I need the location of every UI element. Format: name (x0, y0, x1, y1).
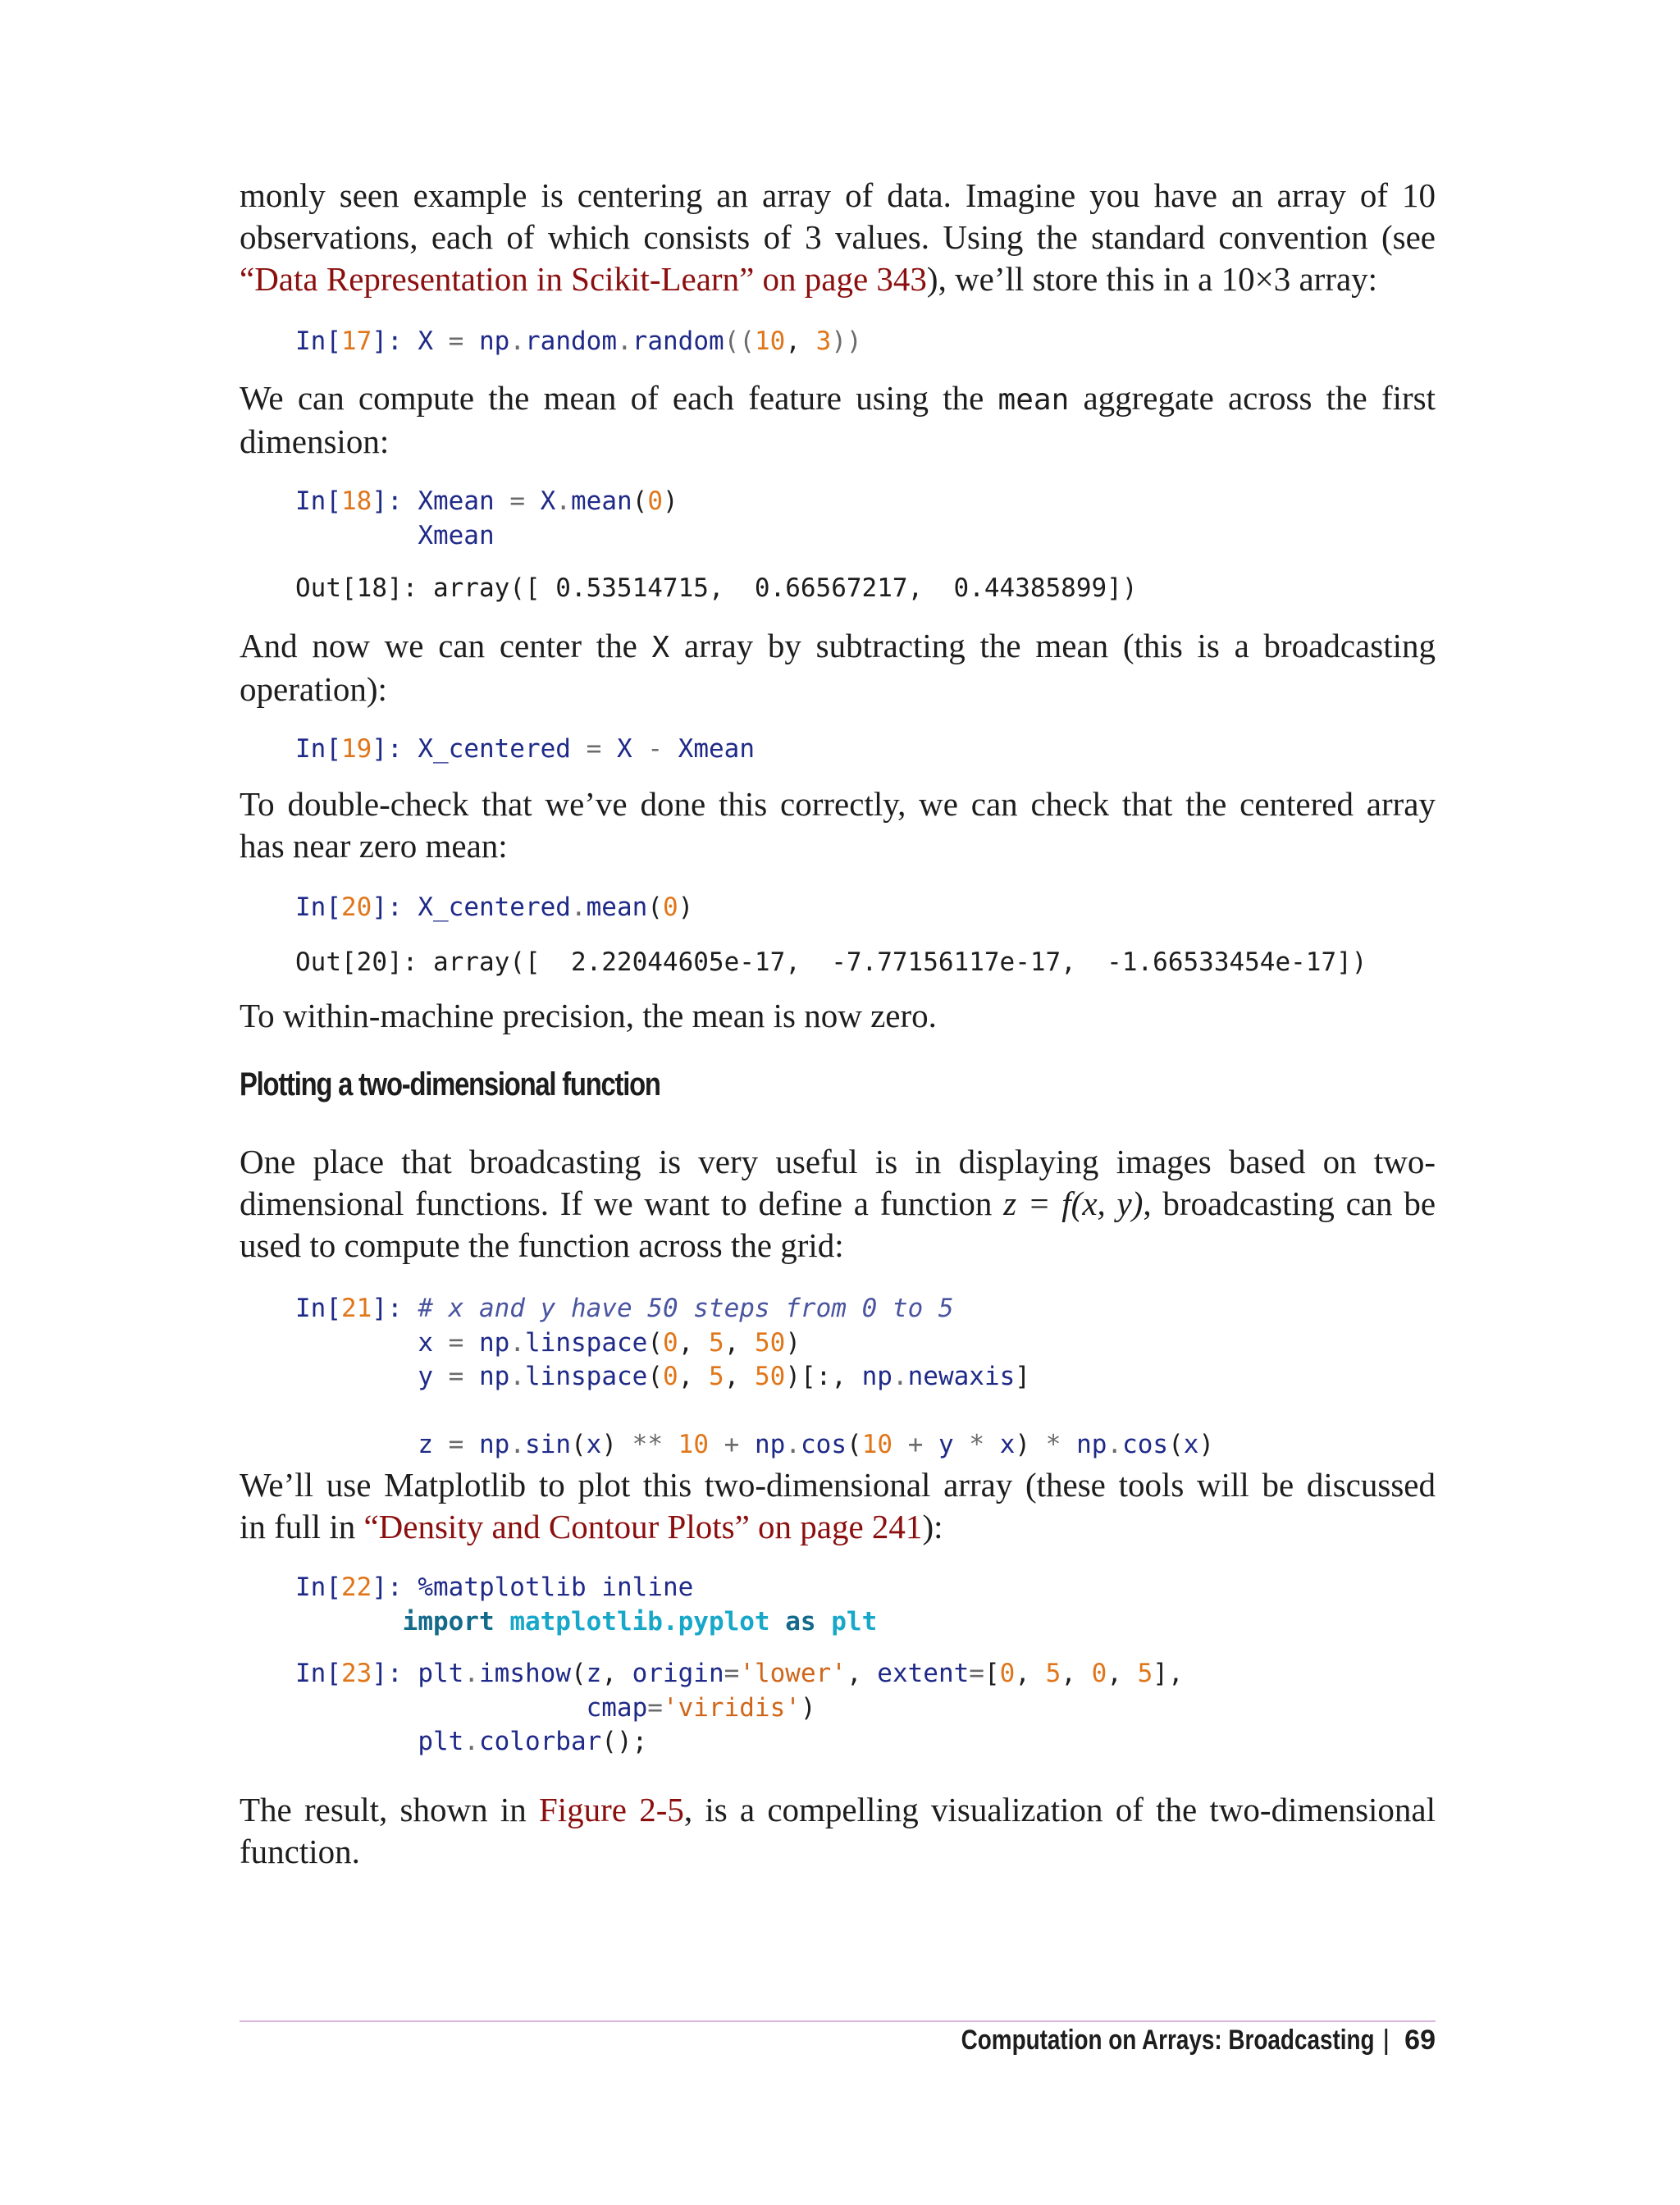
text-line: To within-machine precision, the mean is now zero. (240, 997, 937, 1034)
inline-code: mean (998, 383, 1070, 417)
text-line: has near zero mean: (240, 827, 508, 865)
text-fragment: in full in (240, 1508, 356, 1545)
code-cell-23: In[23]: plt.imshow(z, origin='lower', extent=[0, 5, 0, 5], cmap='viridis') plt.colorbar(); (295, 1659, 1184, 1756)
text-fragment: , is a compelling visualization of the two-dimensional (683, 1791, 1436, 1828)
code-cell-18: In[18]: Xmean = X.mean(0) Xmean (295, 486, 678, 550)
text-line (240, 1789, 1436, 1831)
text-line (240, 1183, 1436, 1225)
paragraph-result (240, 1789, 1436, 1873)
figure-reference-link[interactable]: Figure 2-5 (538, 1791, 684, 1828)
code-cell-21: In[21]: # x and y have 50 steps from 0 to 5 x = np.linspace(0, 5, 50) y = np.linspace(0, 5, 50)[:, np.newaxis] z = np.sin(x) ** 10 + np.cos(10 + y * x) * np.cos(x) (295, 1294, 1215, 1459)
code-output-18: Out[18]: array([ 0.53514715, 0.66567217, 0.44385899]) (295, 573, 1138, 603)
text-fragment: , broadcasting can be (1143, 1185, 1436, 1222)
text-fragment: The result, shown in (240, 1791, 527, 1828)
footer-chapter-title: Computation on Arrays: Broadcasting (961, 2025, 1375, 2056)
math-expression: z = f(x, y) (1003, 1185, 1144, 1222)
paragraph-mean-aggregate (240, 377, 1436, 463)
text-fragment: ): (922, 1508, 943, 1545)
footer-rule (240, 2020, 1436, 2022)
text-fragment: dimensional functions. If we want to define a function (240, 1185, 993, 1222)
cross-reference-link[interactable]: “Data Representation in Scikit-Learn” on page 343 (240, 260, 927, 298)
text-fragment: And now we can center the (240, 627, 637, 664)
code-cell-20: In[20]: X_centered.mean(0) (295, 892, 694, 922)
code-cell-22: In[22]: %matplotlib inline import matplotlib.pyplot as plt (295, 1573, 878, 1637)
text-line: One place that broadcasting is very useful is in displaying images based on two- (240, 1143, 1436, 1180)
text-line (240, 377, 1436, 421)
running-footer (870, 2025, 1436, 2057)
text-fragment: ), we’ll store this in a 10×3 array: (926, 260, 1378, 298)
code-cell-19: In[19]: X_centered = X - Xmean (295, 734, 755, 764)
text-line: dimension: (240, 422, 390, 460)
text-line: monly seen example is centering an array of data. Imagine you have an array of 10 (240, 176, 1436, 214)
paragraph-matplotlib (240, 1464, 1436, 1548)
code-output-20: Out[20]: array([ 2.22044605e-17, -7.77156117e-17, -1.66533454e-17]) (295, 947, 1367, 977)
section-heading: Plotting a two-dimensional function (240, 1066, 660, 1102)
inline-code: X (651, 631, 670, 664)
paragraph-2d-function (240, 1141, 1436, 1267)
footer-separator: | (1382, 2025, 1390, 2056)
text-line: observations, each of which consists of 3 values. Using the standard convention (see (240, 218, 1436, 256)
text-line: We’ll use Matplotlib to plot this two-dimensional array (these tools will be discussed (240, 1466, 1436, 1504)
text-line: operation): (240, 670, 387, 708)
paragraph-center-array (240, 625, 1436, 710)
paragraph-broadcasting-intro (240, 175, 1436, 300)
text-line: used to compute the function across the grid: (240, 1226, 844, 1264)
text-fragment: array by subtracting the mean (this is a broadcasting (683, 627, 1436, 664)
text-line (240, 258, 1436, 300)
paragraph-double-check (240, 783, 1436, 867)
page-number: 69 (1404, 2025, 1436, 2056)
code-cell-17: In[17]: X = np.random.random((10, 3)) (295, 326, 862, 356)
text-line: function. (240, 1833, 360, 1870)
text-fragment: aggregate across the first (1083, 379, 1436, 417)
text-line: To double-check that we’ve done this correctly, we can check that the centered array (240, 785, 1436, 823)
text-fragment: We can compute the mean of each feature using the (240, 379, 984, 417)
cross-reference-link[interactable]: “Density and Contour Plots” on page 241 (363, 1508, 923, 1545)
text-line (240, 625, 1436, 669)
paragraph-precision (240, 995, 1436, 1037)
text-line (240, 1506, 1436, 1548)
